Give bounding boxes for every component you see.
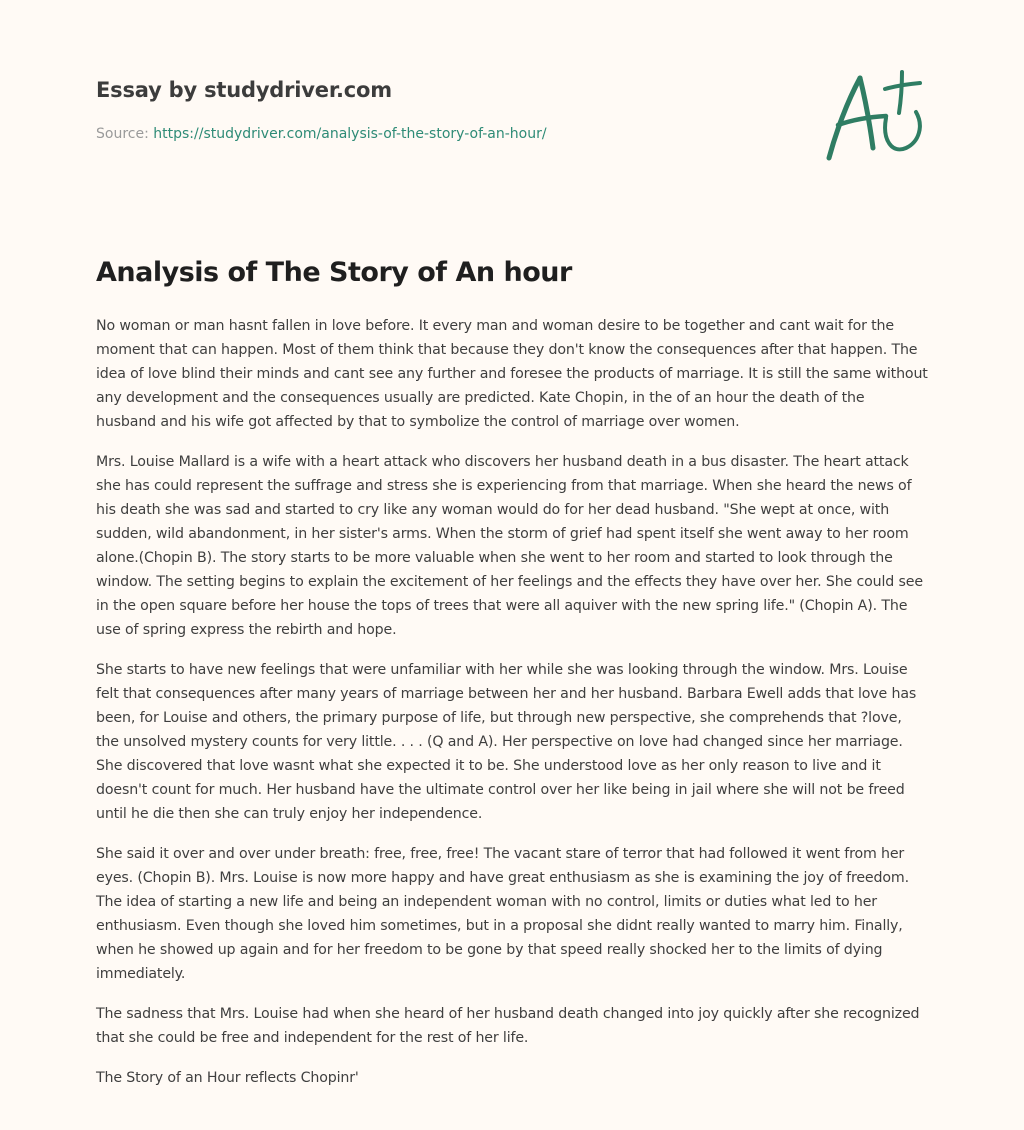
essay-paragraph: The sadness that Mrs. Louise had when she heard of her husband death changed into joy quickly after she recognized that she could be free and independent for the rest of her life. — [96, 1006, 920, 1046]
site-brand: Essay by studydriver.com — [96, 78, 392, 102]
essay-paragraph: No woman or man hasnt fallen in love before. It every man and woman desire to be together and cant wait for the moment that can happen. Most of them think that because they don't know the consequences after that happen. The idea of love blind their minds and cant see any further and foresee the products of marriage. It is still the same without any development and the consequences usually are predicted. Kate Chopin, in the of an hour the death of the husband and his wife got affected by that to symbolize the control of marriage over women. — [96, 318, 928, 430]
source-line — [96, 124, 716, 144]
essay-paragraph: The Story of an Hour reflects Chopinr' — [96, 1070, 359, 1086]
essay-paragraph: Mrs. Louise Mallard is a wife with a heart attack who discovers her husband death in a bus disaster. The heart attack she has could represent the suffrage and stress she is experiencing from that marriage. When she heard the news of his death she was sad and started to cry like any woman would do for her dead husband. "She wept at once, with sudden, wild abandonment, in her sister's arms. When the storm of grief had spent itself she went away to her room alone.(Chopin B). The story starts to be more valuable when she went to her room and started to look through the window. The setting begins to explain the excitement of her feelings and the effects they have over her. She could see in the open square before her house the tops of trees that were all aquiver with the new spring life." (Chopin A). The use of spring express the rebirth and hope. — [96, 454, 923, 638]
essay-header — [96, 72, 716, 144]
essay-title: Analysis of The Story of An hour — [96, 257, 572, 288]
essay-paragraph: She starts to have new feelings that were unfamiliar with her while she was looking through the window. Mrs. Louise felt that consequences after many years of marriage between her and her husband. Barbara Ewell adds that love has been, for Louise and others, the primary purpose of life, but through new perspective, she comprehends that ?love, the unsolved mystery counts for very little. . . . (Q and A). Her perspective on love had changed since her marriage. She discovered that love wasnt what she expected it to be. She understood love as her only reason to live and it doesn't count for much. Her husband have the ultimate control over her like being in jail where she will not be freed until he die then she can truly enjoy her independence. — [96, 662, 917, 822]
source-link[interactable]: https://studydriver.com/analysis-of-the-story-of-an-hour/ — [153, 126, 547, 142]
source-label: Source: — [96, 126, 149, 142]
a-plus-grade-logo-icon — [820, 66, 928, 166]
essay-paragraph: She said it over and over under breath: free, free, free! The vacant stare of terror that had followed it went from her eyes. (Chopin B). Mrs. Louise is now more happy and have great enthusiasm as she is examining the joy of freedom. The idea of starting a new life and being an independent woman with no control, limits or duties what led to her enthusiasm. Even though she loved him sometimes, but in a proposal she didnt really wanted to marry him. Finally, when he showed up again and for her freedom to be gone by that speed really shocked her to the limits of dying immediately. — [96, 846, 909, 982]
essay-body — [96, 314, 928, 1090]
